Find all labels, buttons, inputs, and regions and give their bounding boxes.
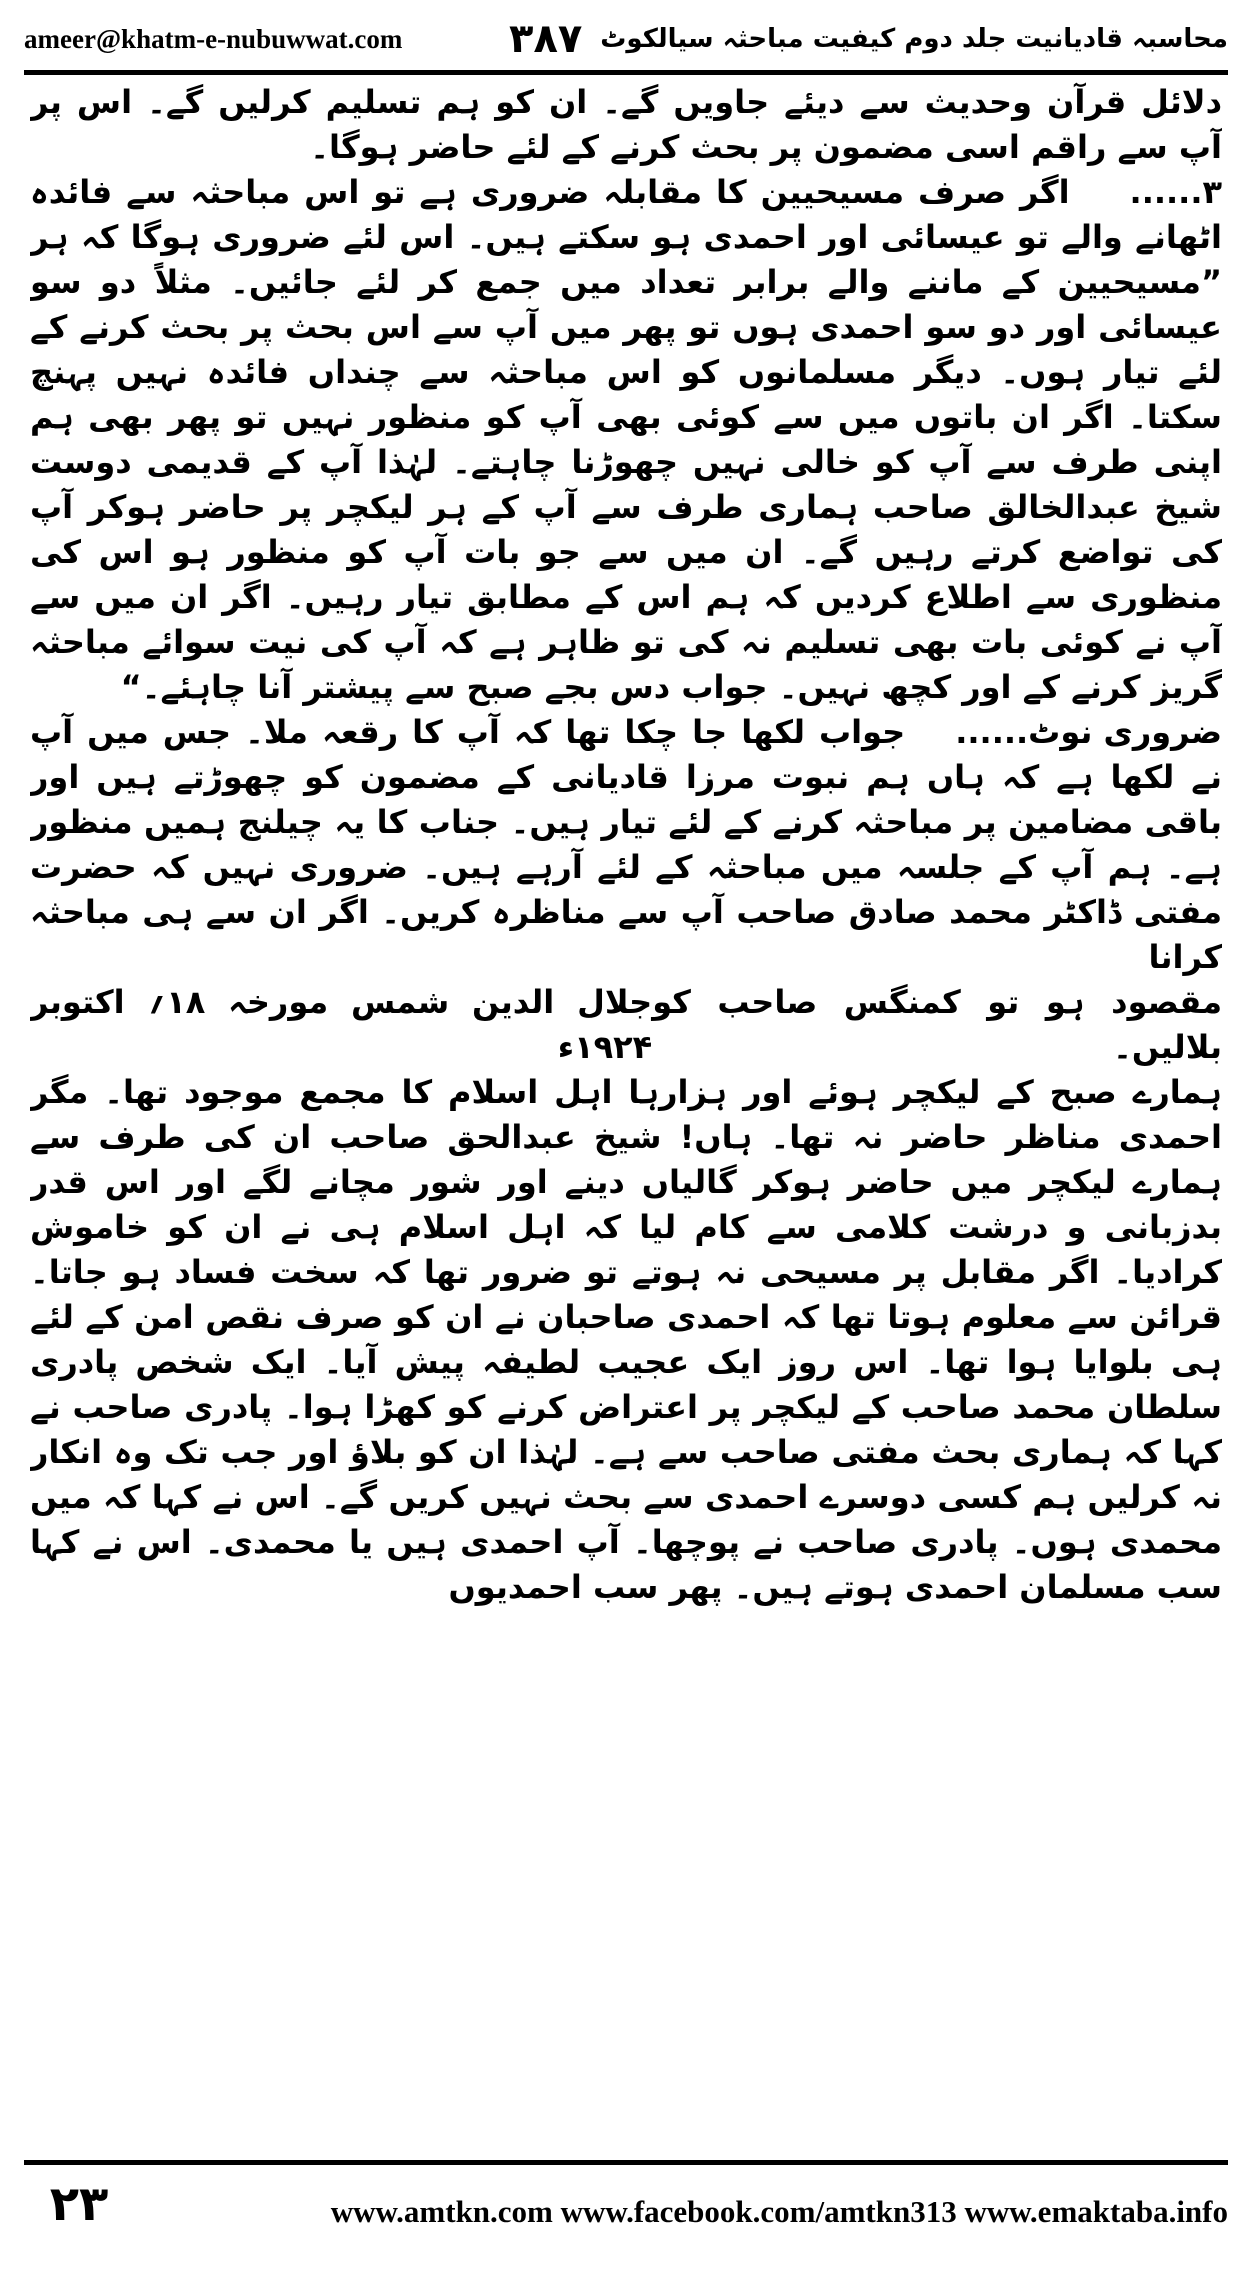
header-email: ameer@khatm-e-nubuwwat.com (24, 23, 403, 54)
note-paragraph (30, 710, 1222, 980)
signature: جلال الدین شمس مورخہ ۱۸؍ اکتوبر ۱۹۲۴ء (30, 983, 653, 1066)
paragraph-2-text: اگر صرف مسیحیین کا مقابلہ ضروری ہے تو اس مباحثہ سے فائدہ اٹھانے والے تو عیسائی اور احمدی ہو سکتے ہیں۔ اس لئے ضروری ہوگا کہ ہر ”مسیحیین کے ماننے والے برابر تعداد میں جمع کر لئے جائیں۔ مثلاً دو سو عیسائی اور دو سو احمدی ہوں تو پھر میں آپ سے اس بحث پر بحث کرنے کے لئے تیار ہوں۔ دیگر مسلمانوں کو اس مباحثہ سے چنداں فائدہ نہیں پہنچ سکتا۔ اگر ان باتوں میں سے کوئی بھی آپ کو منظور نہیں تو پھر بھی ہم اپنی طرف سے آپ کو خالی نہیں چھوڑنا چاہتے۔ لہٰذا آپ کے قدیمی دوست شیخ عبدالخالق صاحب ہماری طرف سے آپ کے ہر لیکچر پر حاضر ہوکر آپ کی تواضع کرتے رہیں گے۔ ان میں سے جو بات آپ کو منظور ہو اس کی منظوری سے اطلاع کردیں کہ ہم اس کے مطابق تیار رہیں۔ اگر ان میں سے آپ نے کوئی بات بھی تسلیم نہ کی تو ظاہر ہے کہ آپ کی نیت سوائے مباحثہ گریز کرنے کے اور کچھ نہیں۔ جواب دس بجے صبح سے پیشتر آنا چاہئے۔“ (30, 173, 1222, 706)
note-last-line: مقصود ہو تو کمنگس صاحب کو بلالیں۔ (652, 983, 1222, 1066)
page-footer (24, 2160, 1228, 2256)
note-signature-row (30, 980, 1222, 1070)
footer-folio-number: ۲۳ (49, 2176, 109, 2232)
footer-links: www.amtkn.com www.facebook.com/amtkn313 www.emaktaba.info (330, 2194, 1228, 2229)
note-text: جواب لکھا جا چکا تھا کہ آپ کا رقعہ ملا۔ جس میں آپ نے لکھا ہے کہ ہاں ہم نبوت مرزا قادیانی کے مضمون کو چھوڑتے ہیں اور باقی مضامین پر مباحثہ کرنے کے لئے تیار ہیں۔ جناب کا یہ چیلنج ہمیں منظور ہے۔ ہم آپ کے جلسہ میں مباحثہ کے لئے آرہے ہیں۔ ضروری نہیں کہ حضرت مفتی ڈاکٹر محمد صادق صاحب آپ سے مناظرہ کریں۔ اگر ان سے ہی مباحثہ کرانا (30, 713, 1222, 976)
page-header (24, 8, 1228, 70)
header-right (509, 16, 1228, 62)
paragraph-2 (30, 170, 1222, 710)
page-body (30, 80, 1222, 2140)
header-divider (24, 70, 1228, 75)
header-book-title: محاسبہ قادیانیت جلد دوم کیفیت مباحثہ سیالکوٹ (600, 24, 1228, 54)
paragraph-3: ہمارے صبح کے لیکچر ہوئے اور ہزارہا اہل اسلام کا مجمع موجود تھا۔ مگر احمدی مناظر حاضر نہ تھا۔ ہاں! شیخ عبدالحق صاحب ان کی طرف سے ہمارے لیکچر میں حاضر ہوکر گالیاں دینے اور شور مچانے لگے اور اس قدر بدزبانی و درشت کلامی سے کام لیا کہ اہل اسلام ہی نے ان کو خاموش کرادیا۔ اگر مقابل پر مسیحی نہ ہوتے تو ضرور تھا کہ سخت فساد ہو جاتا۔ قرائن سے معلوم ہوتا تھا کہ احمدی صاحبان نے ان کو صرف نقص امن کے لئے ہی بلوایا ہوا تھا۔ اس روز ایک عجیب لطیفہ پیش آیا۔ ایک شخص پادری سلطان محمد صاحب کے لیکچر پر اعتراض کرنے کو کھڑا ہوا۔ پادری صاحب نے کہا کہ ہماری بحث مفتی صاحب سے ہے۔ لہٰذا ان کو بلاؤ اور جب تک وہ انکار نہ کرلیں ہم کسی دوسرے احمدی سے بحث نہیں کریں گے۔ اس نے کہا کہ میں محمدی ہوں۔ پادری صاحب نے پوچھا۔ آپ احمدی ہیں یا محمدی۔ اس نے کہا سب مسلمان احمدی ہوتے ہیں۔ پھر سب احمدیوں (30, 1073, 1222, 1606)
header-page-number: ۳۸۷ (509, 16, 583, 62)
footer-divider (24, 2160, 1228, 2165)
paragraph-2-number: ۳...... (1129, 173, 1222, 211)
paragraph-1: دلائل قرآن وحدیث سے دیئے جاویں گے۔ ان کو ہم تسلیم کرلیں گے۔ اس پر آپ سے راقم اسی مضمون پر بحث کرنے کے لئے حاضر ہوگا۔ (30, 83, 1222, 166)
note-label: ضروری نوٹ...... (955, 713, 1222, 751)
